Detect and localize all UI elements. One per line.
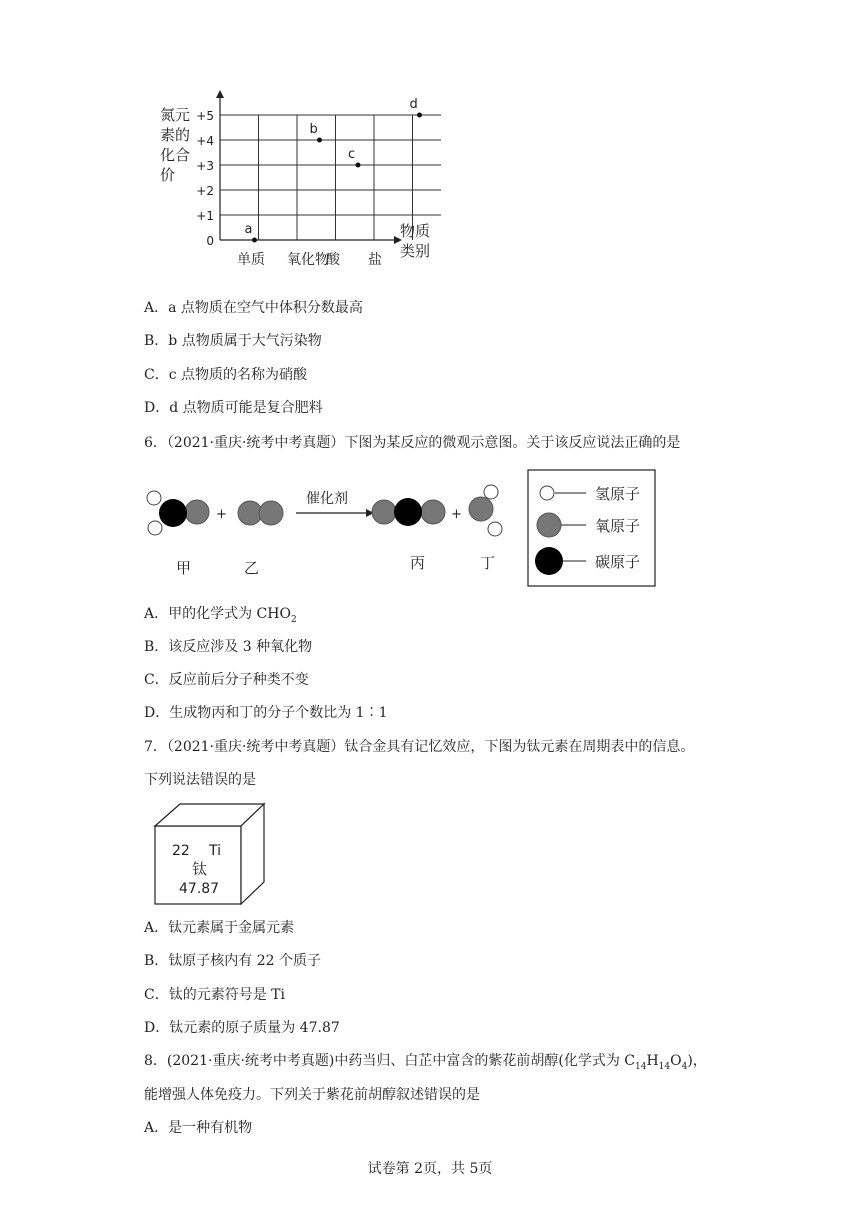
data-point-label: c bbox=[348, 147, 356, 162]
q7-option-d: D．钛元素的原子质量为 47.87 bbox=[144, 1020, 340, 1036]
q7-stem-line2: 下列说法错误的是 bbox=[144, 772, 256, 788]
q8-stem-line2: 能增强人体免疫力。下列关于紫花前胡醇叙述错误的是 bbox=[144, 1087, 480, 1103]
data-point-label: b bbox=[309, 122, 318, 137]
y-axis-label-line: 氮元 bbox=[160, 106, 191, 124]
y-axis-label bbox=[160, 106, 190, 184]
plus-sign-2: + bbox=[451, 507, 462, 522]
q6-option-c: C．反应前后分子种类不变 bbox=[144, 672, 309, 688]
data-point bbox=[356, 163, 361, 168]
q6-stem: 6．（2021·重庆·统考中考真题）下图为某反应的微观示意图。关于该反应说法正确的是 bbox=[144, 435, 681, 451]
y-tick-label: +3 bbox=[196, 159, 214, 173]
element-name: 钛 bbox=[192, 860, 208, 878]
legend-carbon-label: 碳原子 bbox=[595, 553, 641, 571]
plus-sign-1: + bbox=[216, 507, 227, 522]
q5-option-c: C．c 点物质的名称为硝酸 bbox=[144, 367, 308, 383]
oxygen-atom bbox=[372, 500, 396, 524]
q6-option-a: A．甲的化学式为 $CHO_2$ bbox=[144, 606, 297, 625]
y-tick-label: 0 bbox=[206, 234, 214, 248]
nitrogen-valence-chart bbox=[150, 88, 450, 278]
y-tick-label: +4 bbox=[196, 134, 214, 148]
legend-carbon-icon bbox=[535, 547, 563, 575]
y-axis-label-line: 化合 bbox=[160, 146, 191, 164]
molecule-bing bbox=[372, 498, 445, 526]
x-axis-label-line: 物质 bbox=[400, 222, 431, 240]
data-point bbox=[252, 238, 257, 243]
y-tick-label: +5 bbox=[196, 109, 214, 123]
x-tick-labels bbox=[237, 251, 382, 268]
q7-option-b: B．钛原子核内有 22 个质子 bbox=[144, 953, 322, 969]
x-tick-label: 酸 bbox=[326, 252, 340, 268]
q7-option-c: C．钛的元素符号是 Ti bbox=[144, 987, 285, 1003]
atomic-mass: 47.87 bbox=[179, 881, 220, 897]
x-tick-label: 单质 bbox=[237, 252, 265, 268]
q7-option-a: A．钛元素属于金属元素 bbox=[144, 920, 295, 936]
y-tick-label: +2 bbox=[196, 184, 214, 198]
hydrogen-atom bbox=[488, 522, 502, 536]
q5-option-a: A．a 点物质在空气中体积分数最高 bbox=[144, 300, 363, 316]
q6-option-b: B．该反应涉及 3 种氧化物 bbox=[144, 639, 313, 655]
molecule-jia bbox=[147, 491, 209, 535]
hydrogen-atom bbox=[484, 485, 498, 499]
label-jia: 甲 bbox=[176, 559, 192, 577]
x-axis-label bbox=[400, 222, 430, 260]
x-tick-label: 氧化物 bbox=[287, 252, 329, 268]
periodic-element-box bbox=[150, 800, 270, 910]
hydrogen-atom bbox=[148, 521, 162, 535]
q8-stem-line1: 8．(2021·重庆·统考中考真题)中药当归、白芷中富含的紫花前胡醇(化学式为 $C_{14}H_{14}O_4$)， bbox=[144, 1053, 707, 1072]
page-footer: 试卷第 2页，共 5页 bbox=[367, 1161, 493, 1177]
oxygen-atom bbox=[421, 500, 445, 524]
data-points bbox=[245, 97, 423, 243]
data-point bbox=[417, 113, 422, 118]
data-point-label: a bbox=[244, 222, 253, 237]
label-ding: 丁 bbox=[480, 554, 496, 572]
catalyst-label: 催化剂 bbox=[306, 491, 348, 507]
q5-option-d: D．d 点物质可能是复合肥料 bbox=[144, 400, 323, 416]
x-axis-label-line: 类别 bbox=[400, 242, 431, 260]
carbon-atom bbox=[394, 498, 422, 526]
y-axis-label-line: 素的 bbox=[160, 126, 191, 144]
q8-option-a: A．是一种有机物 bbox=[144, 1120, 253, 1136]
oxygen-atom bbox=[238, 501, 262, 525]
legend-oxygen-icon bbox=[537, 513, 561, 537]
label-bing: 丙 bbox=[410, 554, 426, 572]
label-yi: 乙 bbox=[244, 559, 260, 577]
data-point bbox=[317, 138, 322, 143]
atomic-number: 22 bbox=[172, 843, 190, 859]
q5-option-b: B．b 点物质属于大气污染物 bbox=[144, 333, 322, 349]
oxygen-atom bbox=[185, 500, 209, 524]
y-axis-arrow-icon bbox=[216, 90, 224, 98]
reaction-diagram bbox=[140, 462, 670, 590]
legend-oxygen-label: 氧原子 bbox=[595, 517, 641, 535]
oxygen-atom bbox=[469, 497, 493, 521]
legend-hydrogen-icon bbox=[540, 486, 554, 500]
y-axis-label-line: 价 bbox=[160, 166, 176, 184]
carbon-atom bbox=[159, 499, 187, 527]
oxygen-atom bbox=[259, 501, 283, 525]
element-symbol: Ti bbox=[209, 843, 222, 859]
y-tick-label: +1 bbox=[196, 209, 214, 223]
data-point-label: d bbox=[409, 97, 418, 112]
q7-stem-line1: 7．（2021·重庆·统考中考真题）钛合金具有记忆效应，下图为钛元素在周期表中的信息。 bbox=[144, 739, 695, 755]
molecule-ding bbox=[469, 485, 502, 536]
molecule-yi bbox=[238, 501, 283, 525]
legend-hydrogen-label: 氢原子 bbox=[595, 485, 641, 503]
hydrogen-atom bbox=[147, 491, 161, 505]
y-tick-labels bbox=[196, 109, 214, 248]
q6-option-d: D．生成物丙和丁的分子个数比为 1∶1 bbox=[144, 705, 388, 721]
x-tick-label: 盐 bbox=[368, 252, 382, 268]
